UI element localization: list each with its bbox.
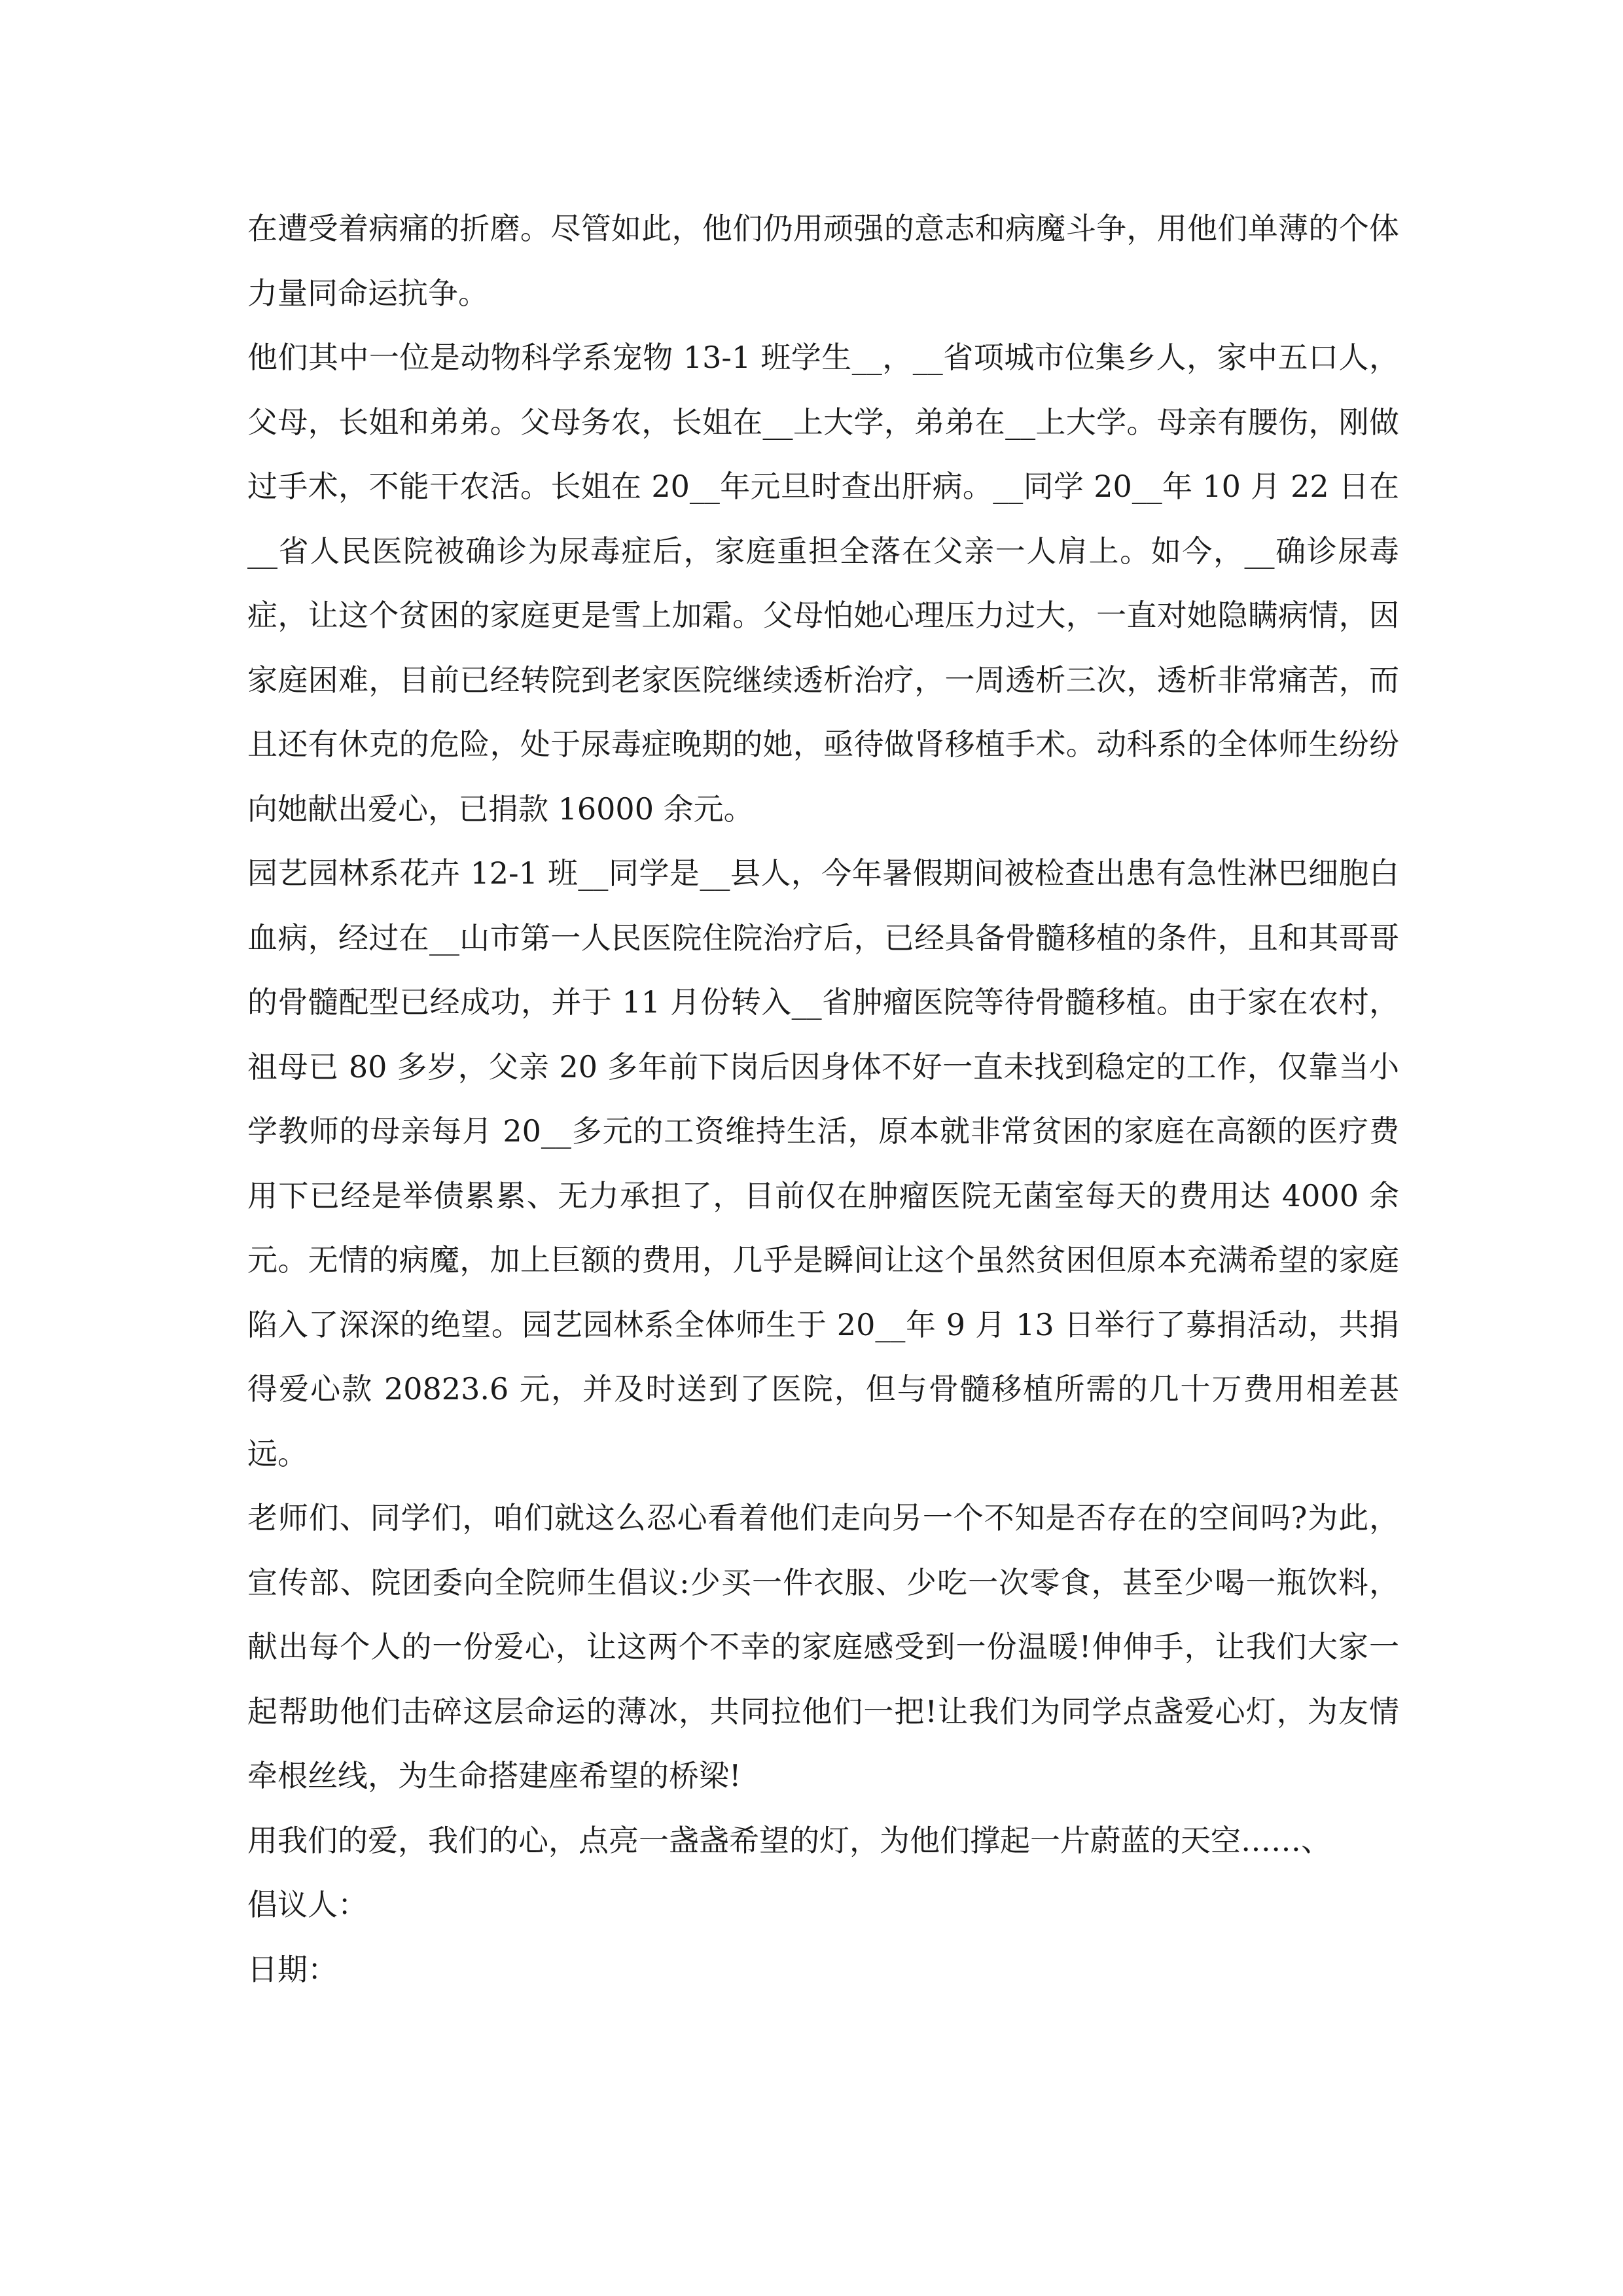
paragraph-closing: 用我们的爱，我们的心，点亮一盏盏希望的灯，为他们撑起一片蔚蓝的天空……、 bbox=[247, 1822, 1331, 1858]
paragraph-student-one: 他们其中一位是动物科学系宠物 13-1 班学生__，__省项城市位集乡人，家中五口人，父母，长姐和弟弟。父母务农，长姐在__上大学，弟弟在__上大学。母亲有腰伤，刚做过手术，不能干农活。长姐在 20__年元旦时查出肝病。__同学 20__年 10 月 22 日在__省人民医院被确诊为尿毒症后，家庭重担全落在父亲一人肩上。如今，__确诊尿毒症，让这个贫困的家庭更是雪上加霜。父母怕她心理压力过大，一直对她隐瞒病情，因家庭困难，目前已经转院到老家医院继续透析治疗，一周透析三次，透析非常痛苦，而且还有休克的危险，处于尿毒症晚期的她，亟待做肾移植手术。动科系的全体师生纷纷向她献出爱心，已捐款 16000 余元。 bbox=[247, 340, 1399, 827]
paragraph-student-two: 园艺园林系花卉 12-1 班__同学是__县人，今年暑假期间被检查出患有急性淋巴细胞白血病，经过在__山市第一人民医院住院治疗后，已经具备骨髓移植的条件，且和其哥哥的骨髓配型已经成功，并于 11 月份转入__省肿瘤医院等待骨髓移植。由于家在农村，祖母已 80 多岁，父亲 20 多年前下岗后因身体不好一直未找到稳定的工作，仅靠当小学教师的母亲每月 20__多元的工资维持生活，原本就非常贫困的家庭在高额的医疗费用下已经是举债累累、无力承担了，目前仅在肿瘤医院无菌室每天的费用达 4000 余元。无情的病魔，加上巨额的费用，几乎是瞬间让这个虽然贫困但原本充满希望的家庭陷入了深深的绝望。园艺园林系全体师生于 20__年 9 月 13 日举行了募捐活动，共捐得爱心款 20823.6 元，并及时送到了医院，但与骨髓移植所需的几十万费用相差甚远。 bbox=[247, 855, 1399, 1471]
initiator-label: 倡议人： bbox=[247, 1887, 368, 1922]
date-label: 日期： bbox=[247, 1951, 338, 1987]
paragraph-appeal: 老师们、同学们，咱们就这么忍心看着他们走向另一个不知是否存在的空间吗?为此，宣传部、院团委向全院师生倡议:少买一件衣服、少吃一次零食，甚至少喝一瓶饮料，献出每个人的一份爱心，让这两个不幸的家庭感受到一份温暖!伸伸手，让我们大家一起帮助他们击碎这层命运的薄冰，共同拉他们一把!让我们为同学点盏爱心灯，为友情牵根丝线，为生命搭建座希望的桥梁! bbox=[247, 1500, 1399, 1793]
paragraph-intro-continuation: 在遭受着病痛的折磨。尽管如此，他们仍用顽强的意志和病魔斗争，用他们单薄的个体力量同命运抗争。 bbox=[247, 211, 1399, 311]
document-body bbox=[247, 196, 1399, 2001]
